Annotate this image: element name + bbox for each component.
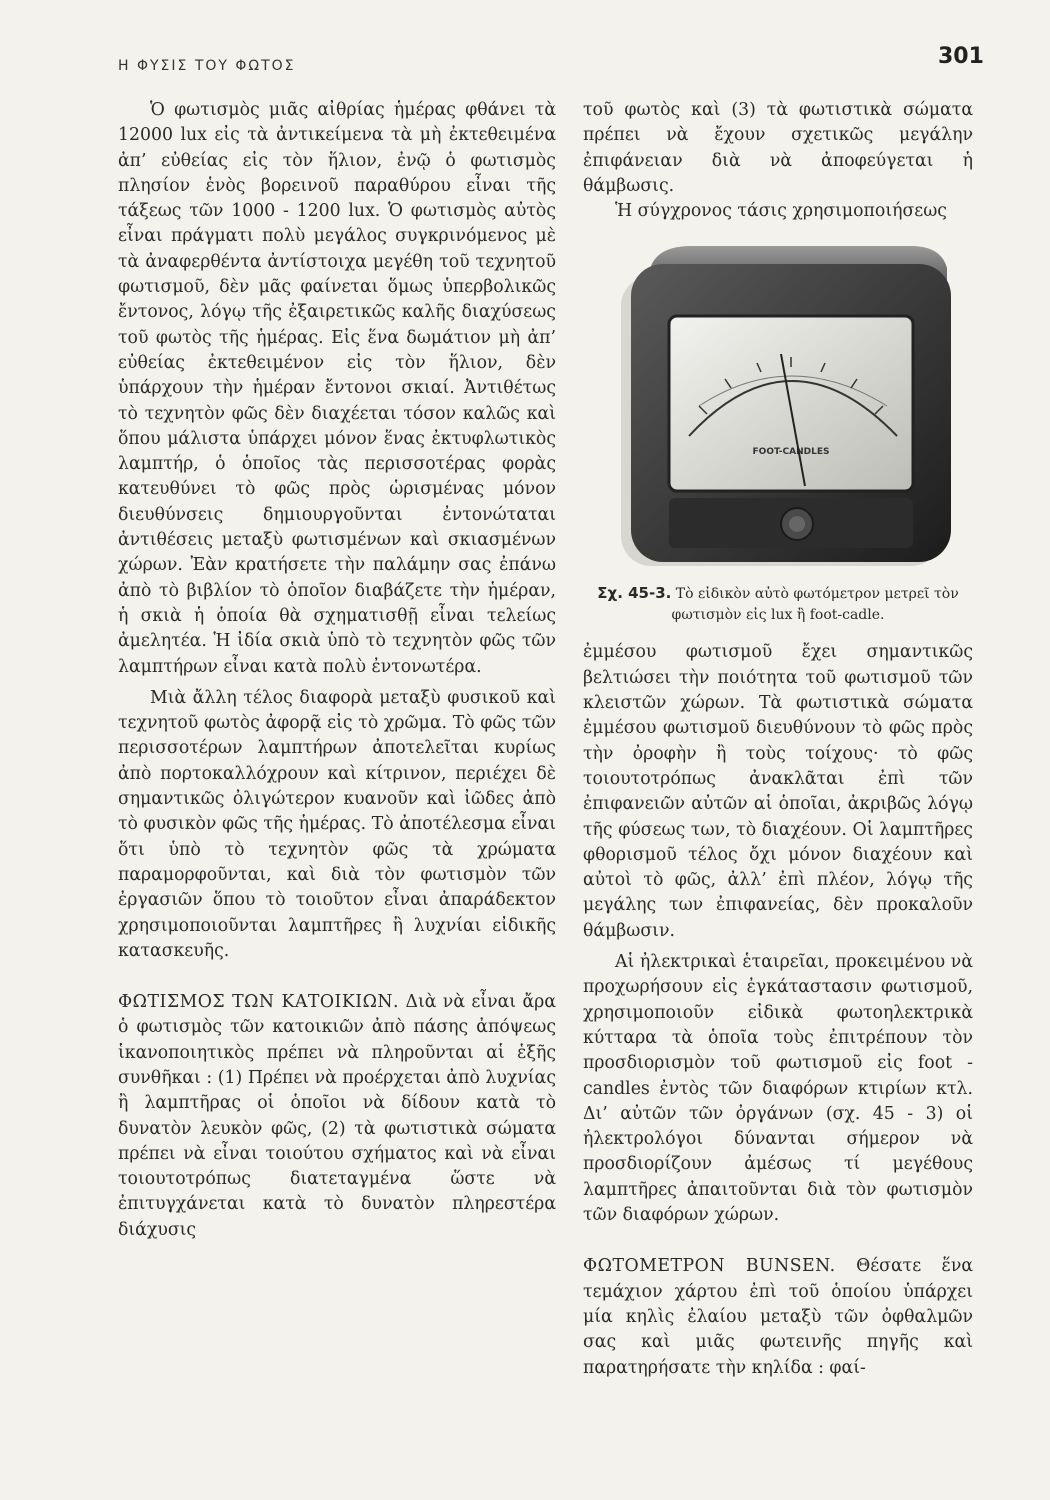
section-paragraph <box>118 990 556 1243</box>
photometer-figure <box>611 236 971 571</box>
section-text: Θέσατε ἕνα τεμάχιον χάρτου ἐπὶ τοῦ ὁποίου ὑπάρχει μία κηλὶς ἐλαίου μεταξὺ τῶν ὀφθαλμῶν σας καὶ μιᾶς φωτεινῆς πηγῆς καὶ παρατηρήσατε τὴν κηλίδα : φαί- <box>583 1256 973 1378</box>
section-paragraph <box>583 1254 973 1380</box>
paragraph: Ἡ σύγχρονος τάσις χρησιμοποιήσεως <box>615 201 947 222</box>
meter-scale-label: FOOT-CANDLES <box>752 447 830 458</box>
paragraph: ἐμμέσου φωτισμοῦ ἔχει σημαντικῶς βελτιώσει τὴν ποιότητα τοῦ φωτισμοῦ τῶν κλειστῶν χώρων. Τὰ φωτιστικὰ σώματα ἐμμέσου φωτισμοῦ διευθύνουν τὸ φῶς πρὸς τὴν ὀροφὴν ἢ τοὺς τοίχους· τὸ φῶς τοιουτοτρόπως ἀνακλᾶται ἐπὶ τῶν ἐπιφανειῶν αὐτῶν αἱ ὁποῖαι, ἀκριβῶς λόγῳ τῆς φύσεως των, τὸ διαχέουν. Οἱ λαμπτῆρες φθορισμοῦ τέλος ὄχι μόνον διαχέουν καὶ αὐτοὶ τὸ φῶς, ἀλλ’ ἐπὶ πλέον, λόγῳ τῆς μεγάλης των ἐπιφανείας, δὲν προκαλοῦν θάμβωσιν. <box>583 642 973 941</box>
running-title: Η ΦΥΣΙΣ ΤΟΥ ΦΩΤΟΣ <box>118 58 296 74</box>
paragraph: τοῦ φωτὸς καὶ (3) τὰ φωτιστικὰ σώματα πρέπει νὰ ἔχουν σχετικῶς μεγάλην ἐπιφάνειαν διὰ νὰ ἀποφεύγεται ἡ θάμβωσις. <box>583 100 973 196</box>
figure-caption-text: Τὸ εἰδικὸν αὐτὸ φωτόμετρον μετρεῖ τὸν φωτισμὸν εἰς lux ἢ foot-cadle. <box>671 586 959 624</box>
figure-caption-label: Σχ. 45-3. <box>597 584 672 603</box>
paragraph: Ὁ φωτισμὸς μιᾶς αἰθρίας ἡμέρας φθάνει τὰ 12000 lux εἰς τὰ ἀντικείμενα τὰ μὴ ἐκτεθειμένα ἀπ’ εὐθείας εἰς τὸν ἥλιον, ἐνῷ ὁ φωτισμὸς πλησίον ἑνὸς βορεινοῦ παραθύρου εἶναι τῆς τάξεως τῶν 1000 - 1200 lux. Ὁ φωτισμὸς αὐτὸς εἶναι πράγματι πολὺ μεγάλος συγκρινόμενος μὲ τὰ ἀναφερθέντα ἀντίστοιχα μεγέθη τοῦ τεχνητοῦ φωτισμοῦ, δὲν μᾶς φαίνεται ὅμως ὑπερβολικῶς ἔντονος, λόγῳ τῆς ἐξαιρετικῶς καλῆς διαχύσεως τοῦ φωτὸς τῆς ἡμέρας. Εἰς ἕνα δωμάτιον μὴ ἀπ’ εὐθείας ἐκτεθειμένον εἰς τὸν ἥλιον, δὲν ὑπάρχουν τὴν ἡμέραν ἔντονοι σκιαί. Ἀντιθέτως τὸ τεχνητὸν φῶς δὲν διαχέεται τόσον καλῶς καὶ ὅπου μάλιστα ὑπάρχει μόνον ἕνας ἐκτυφλωτικὸς λαμπτήρ, ὁ ὁποῖος τὰς περισσοτέρας φορὰς κατευθύνει τὸ φῶς πρὸς ὡρισμένας μόνον διευθύνσεις δημιουργοῦνται ἐντονώταται ἀντιθέσεις μεταξὺ φωτισμένων καὶ σκιασμένων χώρων. Ἐὰν κρατήσετε τὴν παλάμην σας ἐπάνω ἀπὸ τὸ βιβλίον τὸ ὁποῖον διαβάζετε τὴν ἡμέραν, ἡ σκιὰ ἡ ὁποία θὰ σχηματισθῇ εἶναι τελείως ἀμελητέα. Ἡ ἰδία σκιὰ ὑπὸ τὸ τεχνητὸν φῶς τῶν λαμπτήρων εἶναι κατὰ πολὺ ἐντονωτέρα. <box>118 100 556 677</box>
paragraph: Αἱ ἠλεκτρικαὶ ἑταιρεῖαι, προκειμένου νὰ προχωρήσουν εἰς ἐγκάταστασιν φωτισμοῦ, χρησιμοποιοῦν εἰδικὰ φωτοηλεκτρικὰ κύτταρα τὰ ὁποῖα τοὺς ἐπιτρέπουν τὸν προσδιορισμὸν τοῦ φωτισμοῦ εἰς foot - candles ἐντὸς τῶν διαφόρων κτιρίων κτλ. Δι’ αὐτῶν τῶν ὀργάνων (σχ. 45 - 3) οἱ ἠλεκτρολόγοι δύνανται σήμερον νὰ προσδιορίζουν ἀμέσως τί μεγέθους λαμπτῆρες ἀπαιτοῦνται διὰ τὸν φωτισμὸν τῶν διαφόρων χώρων. <box>583 952 973 1226</box>
figure-caption <box>583 583 973 626</box>
section-title: ΦΩΤΙΣΜΟΣ ΤΩΝ ΚΑΤΟΙΚΙΩΝ. <box>118 992 400 1013</box>
right-column <box>583 98 973 1381</box>
paragraph: Μιὰ ἄλλη τέλος διαφορὰ μεταξὺ φυσικοῦ καὶ τεχνητοῦ φωτὸς ἀφορᾷ εἰς τὸ χρῶμα. Τὸ φῶς τῶν περισσοτέρων λαμπτήρων ἀποτελεῖται κυρίως ἀπὸ πορτοκαλλόχρουν καὶ κίτρινον, περιέχει δὲ σημαντικῶς ὀλιγώτερον κυανοῦν καὶ ἰῶδες ἀπὸ τὸ φυσικὸν φῶς τῆς ἡμέρας. Τὸ ἀποτέλεσμα εἶναι ὅτι ὑπὸ τὸ τεχνητὸν φῶς τὰ χρώματα παραμορφοῦνται, καὶ διὰ τὸν φωτισμὸν τῶν ἐργασιῶν ὅπου τὸ τοιοῦτον εἶναι ἀπαράδεκτον χρησιμοποιοῦνται λαμπτῆρες ἢ λυχνίαι εἰδικῆς κατασκευῆς. <box>118 687 556 961</box>
section-title: ΦΩΤΟΜΕΤΡΟΝ BUNSEN. <box>583 1256 836 1277</box>
left-column <box>118 98 556 1243</box>
section-text: Διὰ νὰ εἶναι ἄρα ὁ φωτισμὸς τῶν κατοικιῶν ἀπὸ πάσης ἀπόψεως ἱκανοποιητικὸς πρέπει νὰ πληροῦνται αἱ ἑξῆς συνθῆκαι : (1) Πρέπει νὰ προέρχεται ἀπὸ λυχνίας ἢ λαμπτῆρας οἱ ὁποῖοι νὰ δίδουν κατὰ τὸ δυνατὸν λευκὸν φῶς, (2) τὰ φωτιστικὰ σώματα πρέπει νὰ εἶναι τοιούτου σχήματος καὶ νὰ εἶναι τοιουτοτρόπως διατεταγμένα ὥστε νὰ ἐπιτυγχάνεται κατὰ τὸ δυνατὸν πληρεστέρα διάχυσις <box>118 992 556 1240</box>
photometer-image <box>611 236 971 571</box>
page-number: 301 <box>938 44 984 69</box>
